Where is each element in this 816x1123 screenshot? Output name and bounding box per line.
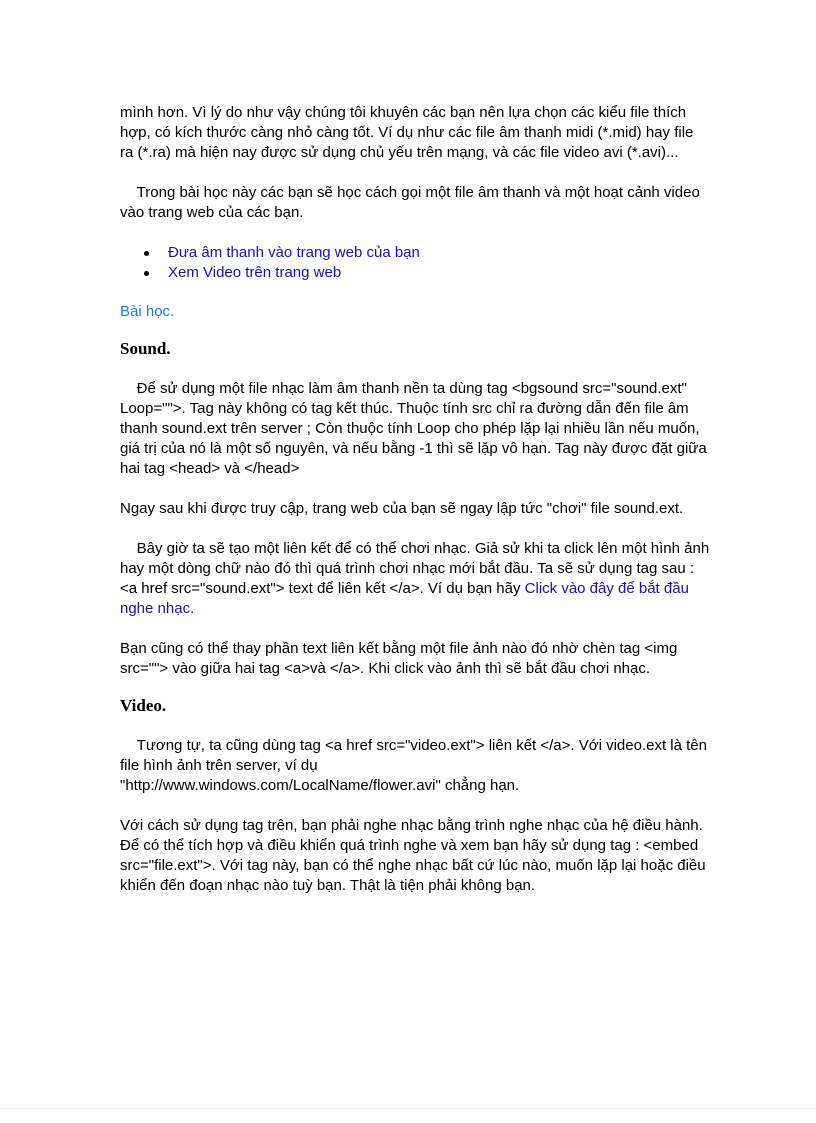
list-item: [168, 243, 710, 263]
intro-lesson-paragraph: Trong bài học này các bạn sẽ học cách gọi một file âm thanh và một hoạt cảnh video vào trang web của các bạn.: [120, 184, 700, 221]
sound-heading: Sound.: [120, 339, 171, 358]
topic-link-video[interactable]: Xem Video trên trang web: [168, 264, 342, 281]
sound-link-text: Bây giờ ta sẽ tạo một liên kết để có thể chơi nhạc. Giả sử khi ta click lên một hình ảnh hay một dòng chữ nào đó thì quá trình chơi nhạc mới bắt đầu. Ta sẽ sử dụng tag sau : <a href src="sound.ext"> text để liên kết </a>. Ví dụ bạn hãy: [120, 540, 710, 597]
sound-paragraph-link: [120, 539, 710, 619]
video-example-url: "http://www.windows.com/LocalName/flower.avi" chẳng hạn.: [120, 777, 520, 794]
lesson-link[interactable]: Bài học.: [120, 303, 175, 320]
page-bottom-divider: [0, 1108, 816, 1109]
video-paragraph-embed: Với cách sử dụng tag trên, bạn phải nghe nhạc bằng trình nghe nhạc của hệ điều hành. Để có thể tích hợp và điều khiển quá trình nghe và xem bạn hãy sử dụng tag : <embed src="file.ext">. Với tag này, bạn có thể nghe nhạc bất cứ lúc nào, muốn lặp lại hoặc điều khiển đến đoạn nhạc nào tuỳ bạn. Thật là tiện phải không bạn.: [120, 817, 706, 894]
video-tag-text: Tương tự, ta cũng dùng tag <a href src="video.ext"> liên kết </a>. Với video.ext là tên file hình ảnh trên server, ví dụ: [120, 737, 707, 774]
play-music-link[interactable]: Click vào đây để bắt đầu nghe nhạc.: [120, 580, 689, 617]
video-heading: Video.: [120, 696, 167, 715]
list-item: [168, 263, 710, 283]
video-paragraph-tag: [120, 736, 710, 796]
topic-link-sound[interactable]: Đưa âm thanh vào trang web của bạn: [168, 244, 420, 261]
sound-paragraph-bgsound: Để sử dụng một file nhạc làm âm thanh nền ta dùng tag <bgsound src="sound.ext" Loop="">. Tag này không có tag kết thúc. Thuộc tính src chỉ ra đường dẫn đến file âm thanh sound.ext trên server ; Còn thuộc tính Loop cho phép lặp lại nhiều lần nếu muốn, giá trị của nó là một số nguyên, và nếu bằng -1 thì sẽ lặp vô hạn. Tag này được đặt giữa hai tag <head> và </head>: [120, 380, 707, 477]
page-content: [120, 103, 710, 896]
sound-paragraph-autoplay: Ngay sau khi được truy cập, trang web của bạn sẽ ngay lập tức "chơi" file sound.ext.: [120, 500, 684, 517]
sound-paragraph-image: Bạn cũng có thể thay phần text liên kết bằng một file ảnh nào đó nhờ chèn tag <img src=""> vào giữa hai tag <a>và </a>. Khi click vào ảnh thì sẽ bắt đầu chơi nhạc.: [120, 640, 678, 677]
intro-paragraph: mình hơn. Vì lý do như vậy chúng tôi khuyên các bạn nên lựa chọn các kiểu file thích hợp, có kích thước càng nhỏ càng tốt. Ví dụ như các file âm thanh midi (*.mid) hay file ra (*.ra) mà hiện nay được sử dụng chủ yếu trên mạng, và các file video avi (*.avi)...: [120, 104, 694, 161]
topic-list: [120, 243, 710, 283]
